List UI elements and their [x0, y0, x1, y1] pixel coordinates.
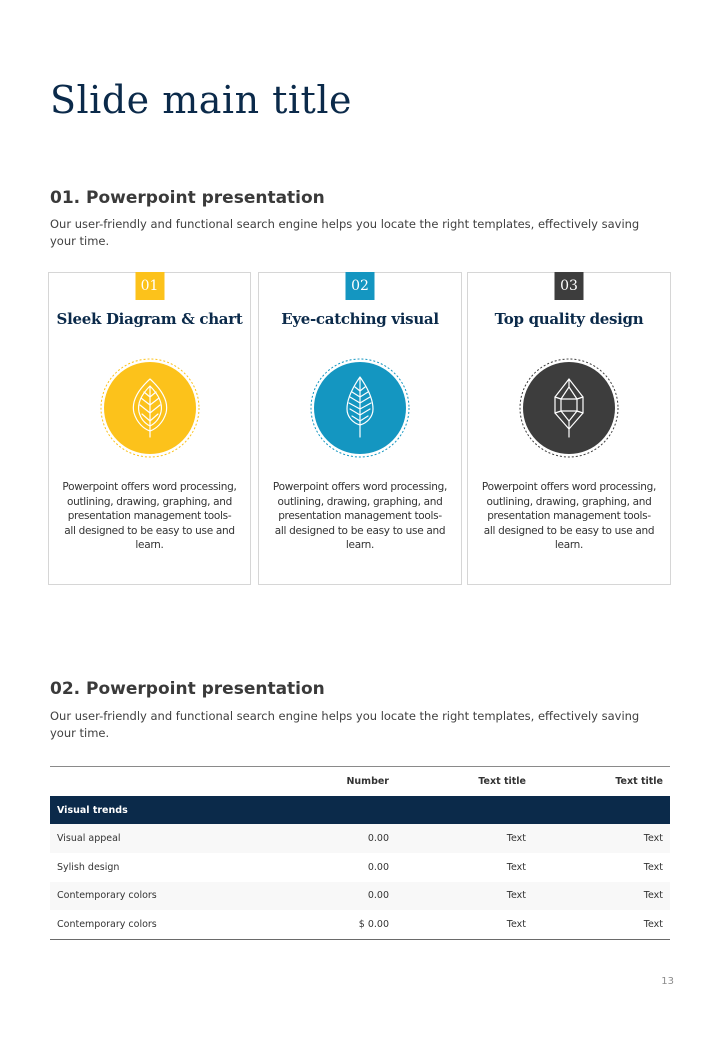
- table-cell: Text: [533, 853, 670, 882]
- table-row: [50, 910, 670, 939]
- feature-card-3: [467, 272, 671, 585]
- table-cell: Text: [396, 824, 533, 853]
- card-title: Sleek Diagram & chart: [56, 310, 243, 328]
- feature-card-2: [258, 272, 462, 585]
- diamond-icon: [518, 357, 620, 459]
- table-cell: Text: [533, 824, 670, 853]
- table-cell: Visual appeal: [50, 824, 250, 853]
- table-cell: 0.00: [250, 882, 396, 911]
- leaf-icon: [99, 357, 201, 459]
- table-header-row: [50, 767, 670, 797]
- table-cell: Text: [396, 882, 533, 911]
- table-cell: Text: [396, 910, 533, 939]
- table-cell: Sylish design: [50, 853, 250, 882]
- table-cell: Text: [533, 910, 670, 939]
- table-header-cell: [50, 767, 250, 797]
- table-cell: Contemporary colors: [50, 910, 250, 939]
- card-description: Powerpoint offers word processing, outlining, drawing, graphing, and presentation management tools- all designed to be easy to use and learn.: [481, 481, 657, 551]
- table-group-label: Visual trends: [50, 796, 670, 824]
- table-cell: Text: [533, 882, 670, 911]
- card-title: Top quality design: [494, 310, 644, 328]
- table-row: [50, 882, 670, 911]
- table-row: [50, 853, 670, 882]
- card-number-badge: 03: [555, 272, 584, 300]
- feather-icon: [309, 357, 411, 459]
- section-1-heading: 01. Powerpoint presentation: [50, 188, 325, 208]
- section-1-text: Our user-friendly and functional search engine helps you locate the right templates, effectively saving your time.: [50, 217, 640, 248]
- table-cell: Contemporary colors: [50, 882, 250, 911]
- card-description: Powerpoint offers word processing, outlining, drawing, graphing, and presentation management tools- all designed to be easy to use and learn.: [62, 481, 237, 551]
- section-2-heading: 02. Powerpoint presentation: [50, 679, 325, 699]
- data-table: [50, 766, 670, 940]
- table-cell: 0.00: [250, 853, 396, 882]
- table-cell: Text: [396, 853, 533, 882]
- table-group-row: [50, 796, 670, 824]
- card-title: Eye-catching visual: [281, 310, 439, 328]
- card-number-badge: 02: [346, 272, 375, 300]
- card-number-badge: 01: [135, 272, 164, 300]
- page-title: Slide main title: [50, 78, 352, 122]
- section-2-text: Our user-friendly and functional search engine helps you locate the right templates, effectively saving your time.: [50, 709, 640, 740]
- table-row: [50, 824, 670, 853]
- table-header-cell: Text title: [615, 776, 663, 787]
- table-cell: $ 0.00: [250, 910, 396, 939]
- table-header-cell: Text title: [478, 776, 526, 787]
- table-header-cell: Number: [346, 776, 389, 787]
- page-number: 13: [661, 976, 674, 987]
- feature-card-1: [48, 272, 251, 585]
- table-cell: 0.00: [250, 824, 396, 853]
- card-description: Powerpoint offers word processing, outlining, drawing, graphing, and presentation management tools- all designed to be easy to use and learn.: [272, 481, 448, 551]
